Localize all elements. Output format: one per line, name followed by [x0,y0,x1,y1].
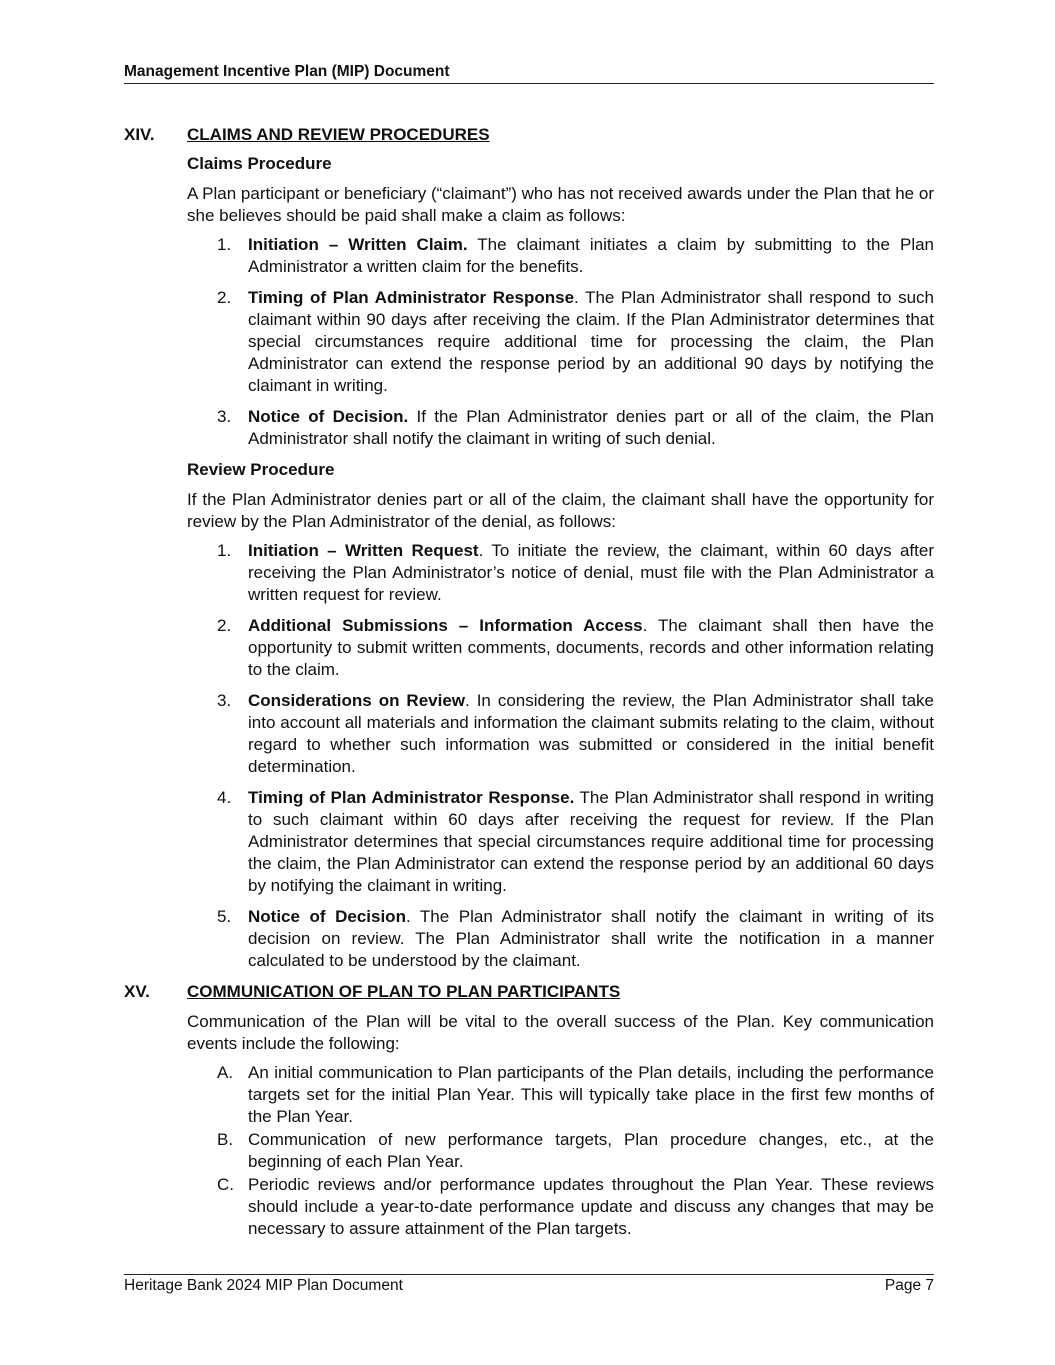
list-marker: 1. [217,235,232,254]
section-heading-xv [124,981,934,1003]
item-text: The claimant initiates a claim by submitting to the Plan Administrator a written claim for the benefits. [248,235,935,276]
communication-events-list [217,1062,934,1240]
item-text: If the Plan Administrator denies part or all of the claim, the Plan Administrator shall notify the claimant in writing of such denial. [248,407,934,448]
list-marker: 2. [217,616,232,635]
item-lead: Notice of Decision [248,907,406,926]
item-text: Communication of new performance targets, Plan procedure changes, etc., at the beginning of each Plan Year. [248,1130,934,1171]
item-text: . In considering the review, the Plan Administrator shall take into account all materials and information the claimant submits relating to the claim, without regard to whether such information was submitted or considered in the initial benefit determination. [248,691,934,776]
page-number: Page 7 [884,1277,934,1294]
section-heading-xiv [124,124,934,146]
item-text: . To initiate the review, the claimant, within 60 days after receiving the Plan Administrator’s notice of denial, must file with the Plan Administrator a written request for review. [248,541,934,604]
item-lead: Timing of Plan Administrator Response [248,288,575,307]
item-lead: Notice of Decision. [248,407,409,426]
list-marker: 3. [217,691,232,710]
item-text: . The Plan Administrator shall notify the claimant in writing of its decision on review. The Plan Administrator shall write the notification in a manner calculated to be understood by the claimant. [248,907,934,970]
list-marker: A. [217,1063,234,1082]
list-item [217,787,935,897]
section-number: XV. [124,982,150,1001]
list-marker: 4. [217,788,232,807]
claims-intro-paragraph: A Plan participant or beneficiary (“claimant”) who has not received awards under the Plan that he or she believes should be paid shall make a claim as follows: [187,184,934,225]
document-title: Management Incentive Plan (MIP) Document [124,63,450,80]
list-item [217,540,934,606]
list-item [217,615,934,681]
list-marker: B. [217,1130,234,1149]
page-header [124,62,934,84]
page-content [124,124,934,1241]
list-marker: C. [217,1175,234,1194]
list-item [217,234,935,278]
review-procedure-list [217,540,935,972]
page-footer [124,1274,934,1297]
list-item [217,1174,934,1240]
section-title: COMMUNICATION OF PLAN TO PLAN PARTICIPANTS [187,982,621,1001]
list-marker: 5. [217,907,232,926]
claims-procedure-heading: Claims Procedure [187,154,332,173]
list-item [217,690,934,778]
footer-document-name: Heritage Bank 2024 MIP Plan Document [124,1277,403,1294]
list-item [217,906,934,972]
list-marker: 1. [217,541,232,560]
list-item [217,287,934,397]
review-procedure-heading: Review Procedure [187,460,335,479]
section-title: CLAIMS AND REVIEW PROCEDURES [187,125,490,144]
item-text: The Plan Administrator shall respond in writing to such claimant within 60 days after receiving the request for review. If the Plan Administrator determines that special circumstances require additional time for processing the claim, the Plan Administrator can extend the response period by an additional 60 days by notifying the claimant in writing. [248,788,935,895]
item-lead: Timing of Plan Administrator Response. [248,788,575,807]
list-item [217,1062,934,1128]
item-text: . The Plan Administrator shall respond to such claimant within 90 days after receiving the claim. If the Plan Administrator determines that special circumstances require additional time for processing the claim, the Plan Administrator can extend the response period by an additional 90 days by notifying the claimant in writing. [248,288,934,395]
item-text: . The claimant shall then have the opportunity to submit written comments, documents, records and other information relating to the claim. [248,616,934,679]
item-lead: Considerations on Review [248,691,466,710]
communication-intro-paragraph: Communication of the Plan will be vital to the overall success of the Plan. Key communication events include the following: [187,1012,934,1053]
list-item [217,406,934,450]
claims-procedure-list [217,234,935,450]
list-item [217,1129,934,1173]
item-lead: Initiation – Written Request [248,541,479,560]
list-marker: 2. [217,288,232,307]
item-lead: Initiation – Written Claim. [248,235,468,254]
item-text: An initial communication to Plan participants of the Plan details, including the performance targets set for the initial Plan Year. This will typically take place in the first few months of the Plan Year. [248,1063,934,1126]
list-marker: 3. [217,407,232,426]
item-text: Periodic reviews and/or performance updates throughout the Plan Year. These reviews should include a year-to-date performance update and discuss any changes that may be necessary to assure attainment of the Plan targets. [248,1175,934,1238]
item-lead: Additional Submissions – Information Access [248,616,643,635]
review-intro-paragraph: If the Plan Administrator denies part or all of the claim, the claimant shall have the opportunity for review by the Plan Administrator of the denial, as follows: [187,490,934,531]
section-number: XIV. [124,125,155,144]
